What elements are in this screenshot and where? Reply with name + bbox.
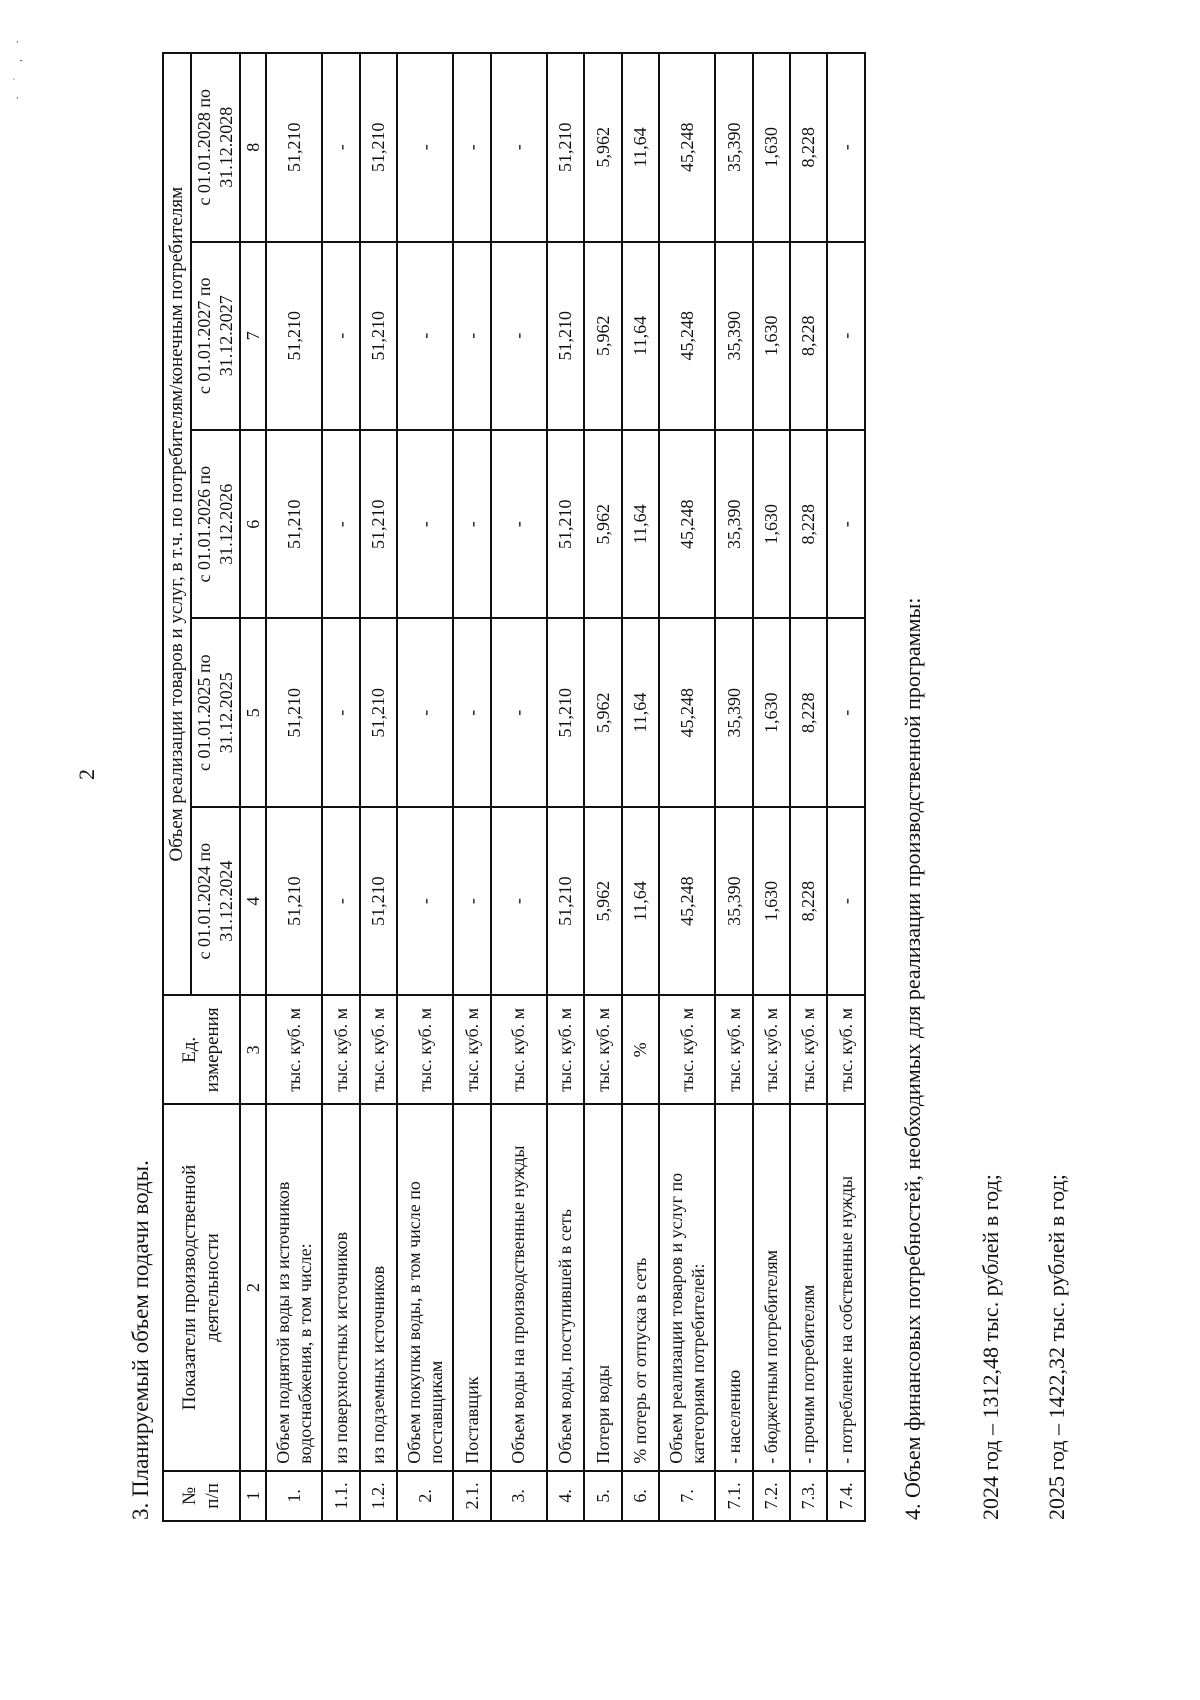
row-unit: %	[622, 995, 659, 1104]
row-value: -	[453, 618, 490, 806]
row-value: 35,390	[715, 430, 752, 618]
header-period: с 01.01.2026 по 31.12.2026	[191, 430, 240, 618]
row-value: 5,962	[584, 807, 621, 995]
header-unit: Ед. измерения	[163, 995, 240, 1104]
column-number: 5	[240, 618, 267, 806]
row-value: 35,390	[715, 618, 752, 806]
row-value: 51,210	[547, 53, 584, 242]
row-value: 45,248	[659, 53, 715, 242]
water-supply-table	[162, 52, 866, 1522]
row-value: 45,248	[659, 807, 715, 995]
row-value: 51,210	[266, 430, 322, 618]
row-value: 1,630	[753, 242, 790, 430]
table-row	[659, 53, 715, 1521]
row-value: 8,228	[790, 53, 827, 242]
table-row	[547, 53, 584, 1521]
row-value: 1,630	[753, 53, 790, 242]
row-unit: тыс. куб. м	[397, 995, 453, 1104]
row-indicator: - бюджетным потребителям	[753, 1104, 790, 1470]
table-row	[827, 53, 865, 1521]
row-value: -	[827, 430, 865, 618]
row-indicator: Поставщик	[453, 1104, 490, 1470]
row-value: 51,210	[266, 618, 322, 806]
row-value: -	[453, 53, 490, 242]
row-value: -	[491, 807, 547, 995]
row-value: 8,228	[790, 430, 827, 618]
row-value: -	[491, 53, 547, 242]
row-value: -	[453, 242, 490, 430]
row-number: 6.	[622, 1471, 659, 1521]
column-number: 7	[240, 242, 267, 430]
row-value: -	[827, 242, 865, 430]
row-unit: тыс. куб. м	[715, 995, 752, 1104]
row-value: 51,210	[547, 618, 584, 806]
row-value: -	[827, 53, 865, 242]
row-value: 51,210	[547, 807, 584, 995]
row-value: 11,64	[622, 618, 659, 806]
row-unit: тыс. куб. м	[360, 995, 397, 1104]
financial-line-2024: 2024 год – 1312,48 тыс. рублей в год;	[978, 1174, 1003, 1520]
row-value: -	[322, 53, 359, 242]
column-number: 4	[240, 807, 267, 995]
row-unit: тыс. куб. м	[547, 995, 584, 1104]
table-row	[753, 53, 790, 1521]
row-value: 35,390	[715, 242, 752, 430]
row-indicator: - населению	[715, 1104, 752, 1470]
row-value: 8,228	[790, 618, 827, 806]
column-number: 3	[240, 995, 267, 1104]
row-value: 8,228	[790, 242, 827, 430]
row-value: -	[322, 242, 359, 430]
row-number: 2.1.	[453, 1471, 490, 1521]
row-unit: тыс. куб. м	[584, 995, 621, 1104]
row-indicator: Объем поднятой воды из источников водоснабжения, в том числе:	[266, 1104, 322, 1470]
header-period: с 01.01.2027 по 31.12.2027	[191, 242, 240, 430]
row-value: 8,228	[790, 807, 827, 995]
row-number: 7.4.	[827, 1471, 865, 1521]
row-unit: тыс. куб. м	[790, 995, 827, 1104]
row-value: -	[397, 618, 453, 806]
row-value: -	[453, 807, 490, 995]
row-value: 51,210	[360, 53, 397, 242]
row-value: -	[827, 618, 865, 806]
row-value: 51,210	[360, 242, 397, 430]
row-unit: тыс. куб. м	[753, 995, 790, 1104]
row-number: 1.	[266, 1471, 322, 1521]
row-value: -	[397, 242, 453, 430]
page-number: 2	[74, 769, 99, 780]
row-value: -	[322, 430, 359, 618]
row-value: 11,64	[622, 242, 659, 430]
financial-line-2025: 2025 год – 1422,32 тыс. рублей в год;	[1044, 1174, 1069, 1520]
row-value: 1,630	[753, 807, 790, 995]
row-indicator: из подземных источников	[360, 1104, 397, 1470]
row-indicator: Объем реализации товаров и услуг по категориям потребителей:	[659, 1104, 715, 1470]
row-unit: тыс. куб. м	[827, 995, 865, 1104]
row-value: -	[397, 807, 453, 995]
row-value: 51,210	[547, 430, 584, 618]
section-4-title: 4. Объем финансовых потребностей, необходимых для реализации производственной программы:	[900, 597, 925, 1520]
header-period: с 01.01.2024 по 31.12.2024	[191, 807, 240, 995]
row-number: 1.2.	[360, 1471, 397, 1521]
row-unit: тыс. куб. м	[453, 995, 490, 1104]
row-value: 35,390	[715, 53, 752, 242]
row-unit: тыс. куб. м	[491, 995, 547, 1104]
row-number: 4.	[547, 1471, 584, 1521]
table-row	[622, 53, 659, 1521]
row-value: 5,962	[584, 430, 621, 618]
table-row	[715, 53, 752, 1521]
row-number: 3.	[491, 1471, 547, 1521]
row-indicator: Объем воды на производственные нужды	[491, 1104, 547, 1470]
row-value: 51,210	[360, 618, 397, 806]
row-value: -	[491, 242, 547, 430]
row-value: 51,210	[266, 242, 322, 430]
header-period: с 01.01.2028 по 31.12.2028	[191, 53, 240, 242]
row-value: 51,210	[266, 807, 322, 995]
header-row-1	[163, 53, 191, 1521]
row-value: 5,962	[584, 618, 621, 806]
row-unit: тыс. куб. м	[659, 995, 715, 1104]
row-value: -	[827, 807, 865, 995]
table-body	[266, 53, 865, 1521]
row-indicator: Потери воды	[584, 1104, 621, 1470]
row-value: 11,64	[622, 53, 659, 242]
row-unit: тыс. куб. м	[322, 995, 359, 1104]
row-indicator: % потерь от отпуска в сеть	[622, 1104, 659, 1470]
row-number: 7.3.	[790, 1471, 827, 1521]
table-row	[491, 53, 547, 1521]
row-value: 45,248	[659, 618, 715, 806]
row-value: -	[397, 53, 453, 242]
row-indicator: Объем воды, поступившей в сеть	[547, 1104, 584, 1470]
table-row	[266, 53, 322, 1521]
table-row	[397, 53, 453, 1521]
row-value: -	[491, 618, 547, 806]
row-value: 51,210	[360, 807, 397, 995]
row-value: 45,248	[659, 430, 715, 618]
column-number-row	[240, 53, 267, 1521]
row-number: 5.	[584, 1471, 621, 1521]
table-row	[322, 53, 359, 1521]
row-value: 35,390	[715, 807, 752, 995]
column-number: 2	[240, 1104, 267, 1470]
table-row	[790, 53, 827, 1521]
row-value: -	[491, 430, 547, 618]
column-number: 1	[240, 1471, 267, 1521]
row-number: 2.	[397, 1471, 453, 1521]
row-value: 51,210	[266, 53, 322, 242]
row-value: -	[453, 430, 490, 618]
row-unit: тыс. куб. м	[266, 995, 322, 1104]
row-value: -	[322, 618, 359, 806]
row-number: 7.2.	[753, 1471, 790, 1521]
header-num: № п/п	[163, 1471, 240, 1521]
row-value: 11,64	[622, 430, 659, 618]
row-indicator: из поверхностных источников	[322, 1104, 359, 1470]
table-row	[360, 53, 397, 1521]
row-value: 51,210	[547, 242, 584, 430]
table-row	[453, 53, 490, 1521]
header-group: Объем реализации товаров и услуг, в т.ч. по потребителям/конечным потребителям	[163, 53, 191, 995]
row-value: 11,64	[622, 807, 659, 995]
column-number: 8	[240, 53, 267, 242]
header-indicator: Показатели производственной деятельности	[163, 1104, 240, 1470]
row-indicator: - потребление на собственные нужды	[827, 1104, 865, 1470]
scan-specks: · ˙ , ·	[10, 34, 24, 100]
row-value: -	[397, 430, 453, 618]
row-value: 51,210	[360, 430, 397, 618]
row-indicator: Объем покупки воды, в том числе по поставщикам	[397, 1104, 453, 1470]
section-3-title: 3. Планируемый объем подачи воды.	[128, 1160, 153, 1520]
row-value: 1,630	[753, 430, 790, 618]
row-indicator: - прочим потребителям	[790, 1104, 827, 1470]
row-value: -	[322, 807, 359, 995]
row-number: 1.1.	[322, 1471, 359, 1521]
row-number: 7.1.	[715, 1471, 752, 1521]
header-period: с 01.01.2025 по 31.12.2025	[191, 618, 240, 806]
column-number: 6	[240, 430, 267, 618]
table-row	[584, 53, 621, 1521]
row-value: 5,962	[584, 242, 621, 430]
row-value: 45,248	[659, 242, 715, 430]
row-value: 5,962	[584, 53, 621, 242]
row-number: 7.	[659, 1471, 715, 1521]
row-value: 1,630	[753, 618, 790, 806]
